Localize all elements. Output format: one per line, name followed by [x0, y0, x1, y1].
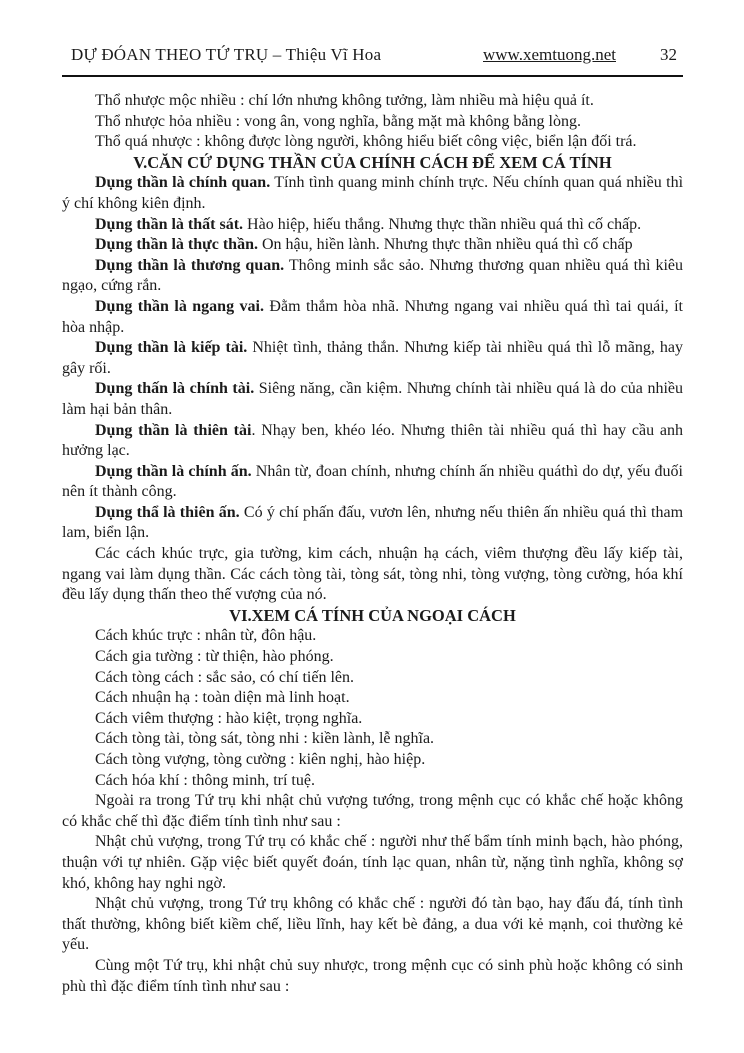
- entry-body: Nhân từ, đoan chính, nhưng chính ấn nhiều quáthì do dự, yếu đuối nên ít thành công.: [62, 462, 684, 501]
- entry-lead: Dụng thần là thất sát.: [95, 215, 244, 233]
- cach-item: Cách tòng vượng, tòng cường : kiên nghị, hào hiệp.: [95, 751, 426, 768]
- dung-than-entry: [62, 235, 683, 256]
- entry-body: Thông minh sắc sảo. Nhưng thương quan nhiều quá thì kiêu ngạo, cứng rắn.: [62, 256, 684, 295]
- dung-than-entry: [62, 173, 683, 214]
- intro-line: Thổ nhược mộc nhiều : chí lớn nhưng không tưởng, làm nhiều mà hiệu quả ít.: [95, 92, 594, 109]
- book-title: DỰ ĐÓAN THEO TỨ TRỤ – Thiệu Vĩ Hoa: [71, 45, 382, 64]
- body-paragraph: Ngoài ra trong Tứ trụ khi nhật chủ vượng tướng, trong mệnh cục có khắc chế hoặc không có khắc chế thì đặc điểm tính tình như sau :: [62, 792, 683, 830]
- cach-item: Cách gia tường : từ thiện, hào phóng.: [95, 648, 334, 666]
- cach-item: Cách viêm thượng : hào kiệt, trọng nghĩa.: [95, 709, 363, 727]
- dung-than-entry: [62, 256, 683, 297]
- entry-body: Nhiệt tình, thảng thắn. Nhưng kiếp tài nhiều quá thì lỗ mãng, hay gây rối.: [62, 339, 683, 377]
- dung-than-entry: [62, 215, 683, 236]
- entry-lead: Dụng thần là ngang vai.: [95, 297, 264, 315]
- page-header: [62, 45, 683, 65]
- body-paragraph: Nhật chủ vượng, trong Tứ trụ có khắc chế : người như thế bẩm tính minh bạch, hào phóng, thuận với tự nhiên. Gặp việc biết quyết đoán, tính lạc quan, nhân từ, nặng tình nghĩa, không sợ khó, không hay nghi ngờ.: [62, 833, 683, 892]
- intro-line: Thổ quá nhược : không được lòng người, không hiểu biết công việc, biển lận đối trá.: [95, 133, 637, 151]
- entry-lead: Dụng thần là kiếp tài.: [95, 339, 248, 357]
- website-link[interactable]: www.xemtuong.net: [483, 45, 616, 64]
- dung-than-entry: [62, 421, 683, 462]
- cach-item: Cách hóa khí : thông minh, trí tuệ.: [95, 771, 315, 789]
- cach-item: Cách nhuận hạ : toàn diện mà linh hoạt.: [95, 689, 350, 707]
- cach-item: Cách tòng tài, tòng sát, tòng nhi : kiền lành, lễ nghĩa.: [95, 730, 435, 748]
- entry-body: On hậu, hiền lành. Nhưng thực thần nhiều quá thì cố chấp: [257, 236, 633, 254]
- dung-than-entry: [62, 462, 683, 503]
- entry-body: Hào hiệp, hiếu thắng. Nhưng thực thần nhiều quá thì cố chấp.: [243, 215, 642, 233]
- entry-lead: Dụng thần là thiên tài: [95, 421, 252, 439]
- section-v-heading: V.CĂN CỨ DỤNG THẦN CỦA CHÍNH CÁCH ĐỂ XEM CÁ TÍNH: [133, 152, 612, 172]
- entry-lead: Dụng thẩ là thiên ấn.: [95, 503, 240, 521]
- entry-lead: Dụng thần là chính ấn.: [95, 462, 252, 480]
- cach-item: Cách khúc trực : nhân từ, đôn hậu.: [95, 627, 317, 645]
- entry-lead: Dụng thấn là chính tài.: [95, 380, 255, 398]
- body-paragraph: Cùng một Tứ trụ, khi nhật chủ suy nhược, trong mệnh cục có sinh phù hoặc không có sinh phù thì đặc điểm tính tình như sau :: [62, 956, 683, 995]
- intro-line: Thổ nhược hỏa nhiều : vong ân, vong nghĩa, bằng mặt mà không bằng lòng.: [95, 112, 581, 130]
- entry-body: Đằm thắm hòa nhã. Nhưng ngang vai nhiều quá thì tai quái, ít hòa nhập.: [62, 297, 684, 336]
- page-number: 32: [660, 45, 677, 64]
- page-content: [62, 91, 683, 997]
- header-right: [483, 45, 677, 65]
- section-v-closing: Các cách khúc trực, gia tường, kim cách, nhuận hạ cách, viêm thượng đều lấy kiếp tài, ngang vai làm dụng thần. Các cách tòng tài, tòng sát, tòng nhi, tòng vượng, tòng cường, hóa khí đều lấy dụng thấn theo thế vượng của nó.: [62, 545, 683, 604]
- entry-body: . Nhạy ben, khéo léo. Nhưng thiên tài nhiều quá thì hay cầu anh hưởng lạc.: [62, 421, 684, 460]
- dung-than-entry: [62, 379, 683, 420]
- entry-lead: Dụng thần là chính quan.: [95, 174, 271, 192]
- dung-than-entry: [62, 338, 683, 379]
- body-paragraph: Nhật chủ vượng, trong Tứ trụ không có khắc chế : người đó tàn bạo, hay đấu đá, tính tình thất thường, không biết kiềm chế, liều lĩnh, hay kết bè đảng, a dua với kẻ mạnh, coi thường kẻ yếu.: [62, 895, 683, 954]
- entry-body: Tính tình quang minh chính trực. Nếu chính quan quá nhiều thì ý chí không kiên định.: [62, 174, 684, 212]
- dung-than-entry: [62, 297, 683, 338]
- section-vi-heading: VI.XEM CÁ TÍNH CỦA NGOẠI CÁCH: [229, 605, 516, 625]
- cach-item: Cách tòng cách : sắc sảo, có chí tiến lên.: [95, 668, 355, 686]
- dung-than-entry: [62, 503, 683, 544]
- entry-lead: Dụng thần là thực thần.: [95, 236, 258, 254]
- entry-lead: Dụng thần là thương quan.: [95, 256, 285, 274]
- header-rule: [62, 75, 683, 77]
- entry-body: Có ý chí phấn đấu, vươn lên, nhưng nếu thiên ấn nhiều quá thì tham lam, biển lận.: [62, 503, 684, 542]
- entry-body: Siêng năng, cần kiệm. Nhưng chính tài nhiều quá là do của nhiều làm hại bản thân.: [62, 380, 684, 418]
